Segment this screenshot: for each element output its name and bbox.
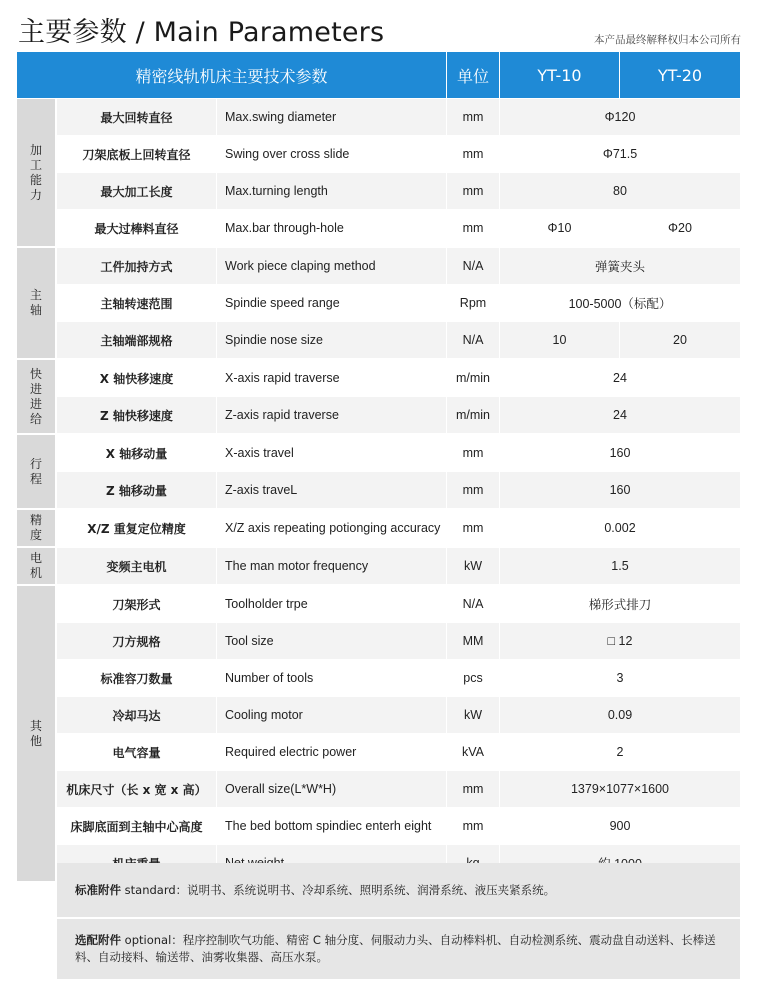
param-name-cn: 冷却马达 xyxy=(57,697,217,733)
param-value: 1.5 xyxy=(500,548,740,584)
header-model-yt10: YT-10 xyxy=(500,52,620,98)
table-row xyxy=(57,210,740,246)
param-unit: kVA xyxy=(447,734,500,770)
group-label: 电机 xyxy=(29,551,42,580)
param-value: 弹簧夹头 xyxy=(500,248,740,284)
group-label: 行程 xyxy=(29,456,42,486)
param-name-en: Z-axis traveL xyxy=(217,472,447,508)
spec-group xyxy=(17,99,740,248)
param-unit: kW xyxy=(447,697,500,733)
param-unit: mm xyxy=(447,771,500,807)
param-name-en: Number of tools xyxy=(217,660,447,696)
table-row xyxy=(57,586,740,623)
param-name-en: Spindie speed range xyxy=(217,285,447,321)
table-row xyxy=(57,472,740,508)
param-unit: N/A xyxy=(447,248,500,284)
param-name-en: Max.swing diameter xyxy=(217,99,447,135)
spec-group xyxy=(17,435,740,510)
table-row xyxy=(57,173,740,210)
param-unit: mm xyxy=(447,808,500,844)
table-row xyxy=(57,734,740,771)
spec-group xyxy=(17,510,740,548)
group-label: 其他 xyxy=(29,718,42,748)
param-value: 80 xyxy=(500,173,740,209)
param-name-cn: Z 轴快移速度 xyxy=(57,397,217,433)
spec-table xyxy=(17,99,740,883)
table-row xyxy=(57,397,740,433)
param-value: 0.002 xyxy=(500,510,740,546)
param-value-yt20: 20 xyxy=(620,322,740,358)
group-label-cell xyxy=(17,548,57,584)
param-name-cn: 电气容量 xyxy=(57,734,217,770)
param-value: □ 12 xyxy=(500,623,740,659)
param-name-en: Toolholder trpe xyxy=(217,586,447,622)
header-unit: 单位 xyxy=(447,52,500,98)
param-name-en: X/Z axis repeating potionging accuracy xyxy=(217,510,447,546)
param-unit: m/min xyxy=(447,360,500,396)
param-unit: mm xyxy=(447,136,500,172)
param-value: Φ71.5 xyxy=(500,136,740,172)
param-name-cn: X 轴快移速度 xyxy=(57,360,217,396)
optional-label: 选配附件 xyxy=(75,933,121,947)
param-name-cn: 刀架底板上回转直径 xyxy=(57,136,217,172)
table-row xyxy=(57,248,740,285)
group-label-cell xyxy=(17,248,57,358)
header-model-yt20: YT-20 xyxy=(657,65,703,85)
param-unit: mm xyxy=(447,99,500,135)
param-value: 梯形式排刀 xyxy=(500,586,740,622)
table-row xyxy=(57,697,740,734)
param-name-cn: 主轴转速范围 xyxy=(57,285,217,321)
group-label-cell xyxy=(17,99,57,246)
group-label-cell xyxy=(17,435,57,508)
group-label: 加工能力 xyxy=(29,142,42,202)
param-name-en: Cooling motor xyxy=(217,697,447,733)
standard-text: standard：说明书、系统说明书、冷却系统、照明系统、润滑系统、液压夹紧系统。 xyxy=(121,883,556,897)
table-row xyxy=(57,510,740,546)
spec-group xyxy=(17,248,740,360)
param-name-en: Tool size xyxy=(217,623,447,659)
param-unit: mm xyxy=(447,472,500,508)
param-name-cn: 标准容刀数量 xyxy=(57,660,217,696)
param-name-cn: 床脚底面到主轴中心高度 xyxy=(57,808,217,844)
table-row xyxy=(57,771,740,808)
param-name-cn: 刀架形式 xyxy=(57,586,217,622)
param-value-yt20: Φ20 xyxy=(620,210,740,246)
spec-group xyxy=(17,360,740,435)
param-unit: pcs xyxy=(447,660,500,696)
param-name-en: Required electric power xyxy=(217,734,447,770)
param-name-en: X-axis rapid traverse xyxy=(217,360,447,396)
param-name-en: Spindie nose size xyxy=(217,322,447,358)
param-name-en: Work piece claping method xyxy=(217,248,447,284)
param-value-yt10: Φ10 xyxy=(500,210,620,246)
param-value: 0.09 xyxy=(500,697,740,733)
param-name-en: Swing over cross slide xyxy=(217,136,447,172)
param-value: 1379×1077×1600 xyxy=(500,771,740,807)
param-name-cn: 最大回转直径 xyxy=(57,99,217,135)
table-row xyxy=(57,623,740,660)
optional-text: optional：程序控制吹气功能、精密 C 轴分度、伺服动力头、自动棒料机、自动检测系统、震动盘自动送料、长棒送料、自动接料、输送带、油雾收集器、高压水泵。 xyxy=(75,933,716,964)
table-header xyxy=(17,52,740,98)
table-row xyxy=(57,435,740,472)
table-row xyxy=(57,322,740,358)
copyright-note: 本产品最终解释权归本公司所有 xyxy=(594,34,741,46)
param-value: 900 xyxy=(500,808,740,844)
param-name-cn: 最大加工长度 xyxy=(57,173,217,209)
param-name-cn: 刀方规格 xyxy=(57,623,217,659)
param-name-cn: 主轴端部规格 xyxy=(57,322,217,358)
param-name-en: Z-axis rapid traverse xyxy=(217,397,447,433)
group-label: 主轴 xyxy=(29,288,42,317)
param-value: 160 xyxy=(500,435,740,471)
table-row xyxy=(57,285,740,322)
param-name-en: Overall size(L*W*H) xyxy=(217,771,447,807)
param-value: 24 xyxy=(500,360,740,396)
param-value: 3 xyxy=(500,660,740,696)
param-unit: N/A xyxy=(447,586,500,622)
param-name-en: The bed bottom spindiec enterh eight xyxy=(217,808,447,844)
standard-accessories xyxy=(57,863,740,917)
param-value: Φ120 xyxy=(500,99,740,135)
param-name-en: The man motor frequency xyxy=(217,548,447,584)
header-title: 精密线轨机床主要技术参数 xyxy=(17,52,447,98)
param-name-cn: 变频主电机 xyxy=(57,548,217,584)
table-row xyxy=(57,99,740,136)
param-value-yt10: 10 xyxy=(500,322,620,358)
param-name-en: Max.turning length xyxy=(217,173,447,209)
param-name-cn: X 轴移动量 xyxy=(57,435,217,471)
table-row xyxy=(57,548,740,584)
param-unit: mm xyxy=(447,210,500,246)
group-label: 快进进给 xyxy=(29,366,42,426)
param-unit: N/A xyxy=(447,322,500,358)
param-value: 100-5000（标配） xyxy=(500,285,740,321)
group-label-cell xyxy=(17,586,57,881)
page-title: 主要参数 / Main Parameters xyxy=(18,17,385,48)
standard-label: 标准附件 xyxy=(75,883,121,897)
param-name-cn: Z 轴移动量 xyxy=(57,472,217,508)
param-unit: mm xyxy=(447,435,500,471)
param-value: 160 xyxy=(500,472,740,508)
group-label-cell xyxy=(17,510,57,546)
param-unit: mm xyxy=(447,173,500,209)
param-value: 2 xyxy=(500,734,740,770)
group-label: 精度 xyxy=(29,513,42,542)
optional-accessories xyxy=(57,919,740,979)
table-row xyxy=(57,808,740,845)
param-name-cn: X/Z 重复定位精度 xyxy=(57,510,217,546)
param-value: 24 xyxy=(500,397,740,433)
table-row xyxy=(57,660,740,697)
param-name-en: Max.bar through-hole xyxy=(217,210,447,246)
param-unit: mm xyxy=(447,510,500,546)
param-name-en: X-axis travel xyxy=(217,435,447,471)
param-name-cn: 机床尺寸（长 x 宽 x 高） xyxy=(57,771,217,807)
param-unit: m/min xyxy=(447,397,500,433)
group-label-cell xyxy=(17,360,57,433)
table-row xyxy=(57,360,740,397)
param-unit: MM xyxy=(447,623,500,659)
param-name-cn: 工件加持方式 xyxy=(57,248,217,284)
spec-group xyxy=(17,548,740,586)
param-unit: kW xyxy=(447,548,500,584)
table-row xyxy=(57,136,740,173)
param-unit: Rpm xyxy=(447,285,500,321)
spec-group xyxy=(17,586,740,883)
param-name-cn: 最大过棒料直径 xyxy=(57,210,217,246)
